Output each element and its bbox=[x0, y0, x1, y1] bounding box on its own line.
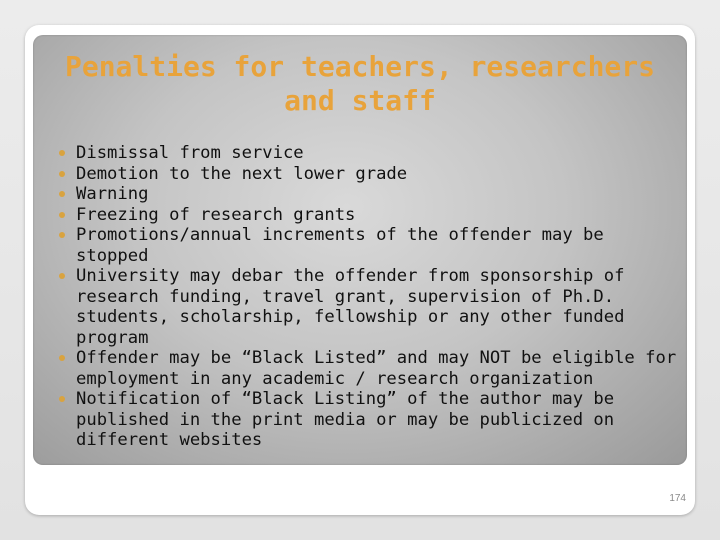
bullet-text: Freezing of research grants bbox=[76, 204, 356, 225]
bullet-item bbox=[76, 143, 686, 164]
bullet-dot-icon bbox=[59, 171, 65, 177]
bullet-item bbox=[76, 389, 686, 451]
bullet-item bbox=[76, 348, 686, 389]
page-number: 174 bbox=[669, 493, 686, 504]
bullet-dot-icon bbox=[59, 212, 65, 218]
bullet-dot-icon bbox=[59, 191, 65, 197]
bullet-dot-icon bbox=[59, 273, 65, 279]
bullet-text: Offender may be “Black Listed” and may NOT be eligible for employment in any academic / research organization bbox=[76, 348, 677, 389]
bullet-item bbox=[76, 205, 686, 226]
bullet-dot-icon bbox=[59, 396, 65, 402]
bullet-item bbox=[76, 225, 686, 266]
bullet-dot-icon bbox=[59, 232, 65, 238]
bullet-dot-icon bbox=[59, 150, 65, 156]
bullet-item bbox=[76, 266, 686, 348]
bullet-dot-icon bbox=[59, 355, 65, 361]
slide-title: Penalties for teachers, researchers and staff bbox=[64, 50, 655, 117]
bullet-item bbox=[76, 164, 686, 185]
bullet-list bbox=[76, 143, 686, 451]
bullet-text: University may debar the offender from sponsorship of research funding, travel grant, supervision of Ph.D. students, scholarship, fellowship or any other funded program bbox=[76, 266, 625, 348]
bullet-text: Demotion to the next lower grade bbox=[76, 163, 408, 184]
bullet-text: Notification of “Black Listing” of the author may be published in the print media or may be publicized on different websites bbox=[76, 389, 615, 450]
bullet-text: Promotions/annual increments of the offender may be stopped bbox=[76, 225, 604, 266]
bullet-text: Dismissal from service bbox=[76, 143, 304, 163]
bullet-text: Warning bbox=[76, 184, 149, 204]
bullet-item bbox=[76, 184, 686, 205]
